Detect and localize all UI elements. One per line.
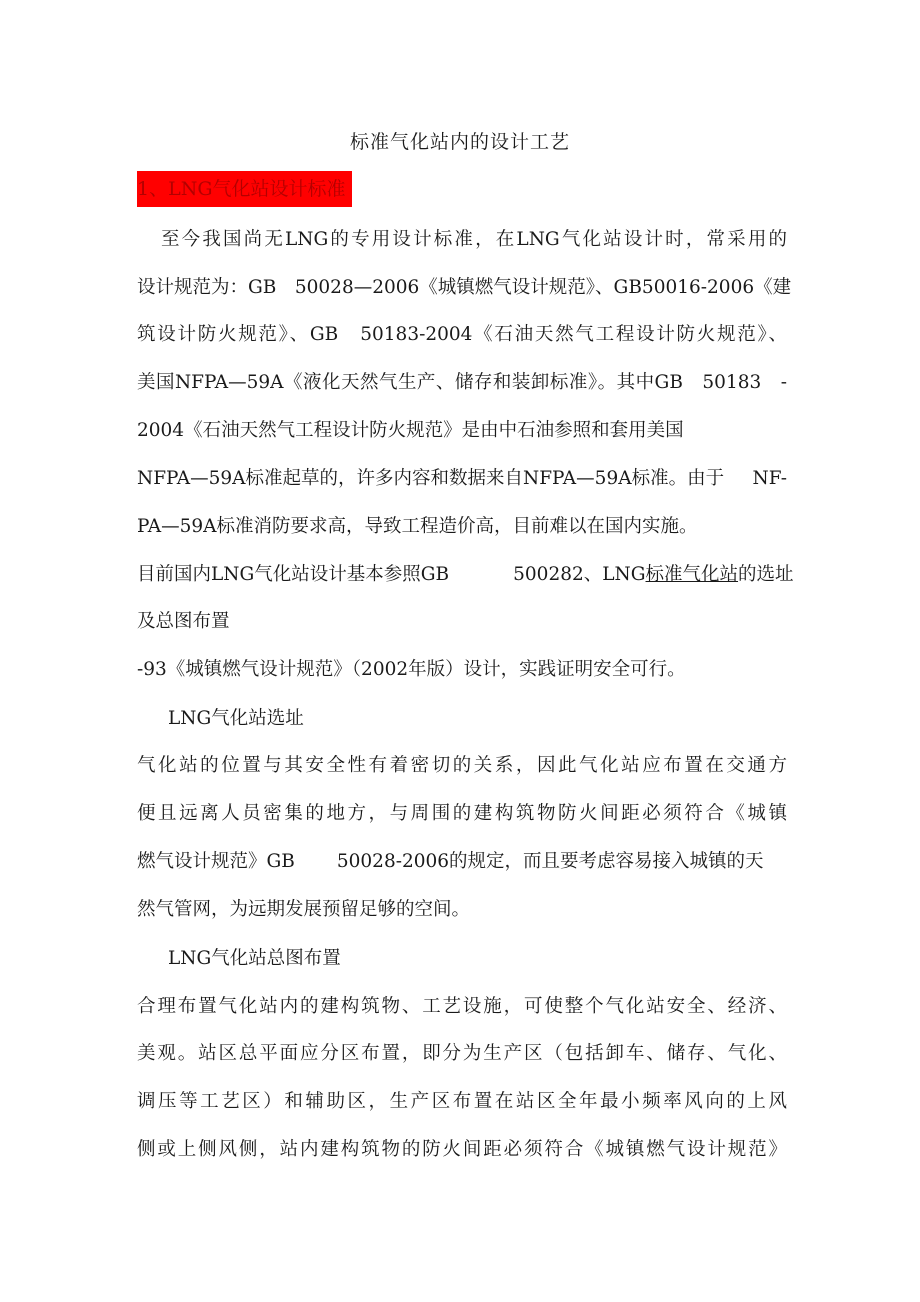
line-text: NFPA—59A标准起草的，许多内容和数据来自NFPA—59A标准。由于 bbox=[137, 468, 725, 489]
paragraph-line: 合理布置气化站内的建构筑物、工艺设施，可使整个气化站安全、经济、 bbox=[137, 996, 787, 1017]
line-text: 500282、LNG bbox=[513, 564, 646, 585]
paragraph-line: 及总图布置 bbox=[137, 611, 230, 632]
subsection-heading: LNG气化站选址 bbox=[168, 708, 304, 729]
line-text: 燃气设计规范》GB bbox=[137, 851, 295, 872]
document-title: 标准气化站内的设计工艺 bbox=[349, 131, 570, 153]
paragraph-line: 2004《石油天然气工程设计防火规范》是由中石油参照和套用美国 bbox=[137, 420, 684, 441]
line-text: 的选址 bbox=[738, 564, 794, 585]
section-heading-highlighted: 1、LNG气化站设计标准 bbox=[137, 171, 352, 207]
paragraph-line bbox=[137, 562, 794, 588]
paragraph-line: -93《城镇燃气设计规范》（2002年版）设计，实践证明安全可行。 bbox=[137, 659, 686, 680]
line-text: 50028-2006的规定，而且要考虑容易接入城镇的天 bbox=[336, 851, 764, 872]
paragraph-line bbox=[137, 849, 787, 875]
inline-link[interactable]: 标准气化站 bbox=[645, 564, 739, 585]
paragraph-line: PA—59A标准消防要求高，导致工程造价高，目前难以在国内实施。 bbox=[137, 516, 698, 537]
paragraph-line: 设计规范为：GB 50028—2006《城镇燃气设计规范》、GB50016-2006《建 bbox=[137, 277, 792, 298]
paragraph-line: 然气管网，为远期发展预留足够的空间。 bbox=[137, 899, 471, 920]
paragraph-line: 美观。站区总平面应分区布置，即分为生产区（包括卸车、储存、气化、 bbox=[137, 1043, 787, 1064]
paragraph-line: 侧或上侧风侧，站内建构筑物的防火间距必须符合《城镇燃气设计规范》 bbox=[137, 1139, 787, 1160]
subsection-heading: LNG气化站总图布置 bbox=[168, 948, 341, 969]
paragraph-line: 气化站的位置与其安全性有着密切的关系，因此气化站应布置在交通方 bbox=[137, 755, 787, 776]
line-text: NF- bbox=[752, 468, 787, 489]
paragraph-line bbox=[137, 466, 787, 492]
paragraph-line: 筑设计防火规范》、GB 50183-2004《石油天然气工程设计防火规范》、 bbox=[137, 324, 787, 345]
paragraph-line: 至今我国尚无LNG的专用设计标准，在LNG气化站设计时，常采用的 bbox=[161, 229, 787, 250]
paragraph-line: 便且远离人员密集的地方，与周围的建构筑物防火间距必须符合《城镇 bbox=[137, 803, 787, 824]
line-text: 目前国内LNG气化站设计基本参照GB bbox=[137, 564, 450, 585]
paragraph-line: 美国NFPA—59A《液化天然气生产、储存和装卸标准》。其中GB 50183 - bbox=[137, 372, 787, 393]
paragraph-line: 调压等工艺区）和辅助区，生产区布置在站区全年最小频率风向的上风 bbox=[137, 1091, 787, 1112]
